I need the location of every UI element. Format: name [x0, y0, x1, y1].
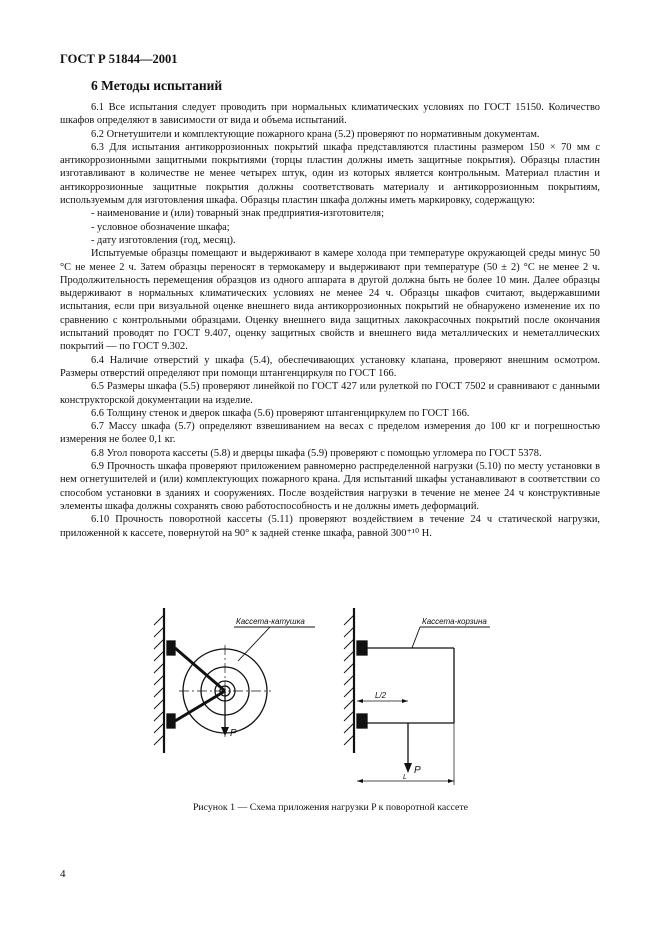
load-label-left: P [230, 728, 237, 739]
paragraph-6-1: 6.1 Все испытания следует проводить при нормальных климатических условиях по ГОСТ 15150. Количество шкафов определяют в зависимости от вида и объема испытаний. [60, 102, 600, 127]
paragraph-6-5: 6.5 Размеры шкафа (5.5) проверяют линейкой по ГОСТ 427 или рулеткой по ГОСТ 7502 и сравнивают с данными конструкторской документации на изделие. [60, 381, 600, 406]
paragraph-6-4: 6.4 Наличие отверстий у шкафа (5.4), обеспечивающих установку клапана, проверяют внешним осмотром. Размеры отверстий определяют при помощи штангенциркуля по ГОСТ 166. [60, 354, 600, 379]
length-label: L [403, 774, 407, 781]
paragraph-6-10: 6.10 Прочность поворотной кассеты (5.11) проверяют воздействием в течение 24 ч статической нагрузки, приложенной к кассете, повернутой на 90° к задней стенке шкафа, равной 300⁺¹⁰ Н. [60, 514, 600, 539]
marking-list-item: - дату изготовления (год, месяц). [91, 234, 236, 246]
standard-code-header: ГОСТ Р 51844—2001 [60, 52, 178, 66]
paragraph-6-2: 6.2 Огнетушители и комплектующие пожарного крана (5.2) проверяют по нормативным документам. [91, 128, 540, 140]
page-number: 4 [60, 868, 66, 880]
paragraph-6-6: 6.6 Толщину стенок и дверок шкафа (5.6) проверяют штангенциркулем по ГОСТ 166. [91, 407, 470, 419]
load-label-right: P [414, 765, 421, 776]
right-label: Кассета-корзина [422, 617, 487, 626]
load-scheme-figure [150, 603, 550, 788]
left-label: Кассета-катушка [236, 617, 305, 626]
marking-list-item: - условное обозначение шкафа; [91, 221, 230, 233]
half-length-label: L/2 [375, 691, 387, 700]
paragraph-6-8: 6.8 Угол поворота кассеты (5.8) и дверцы шкафа (5.9) проверяют с помощью угломера по ГОСТ 5378. [91, 447, 542, 459]
paragraph-6-9: 6.9 Прочность шкафа проверяют приложением равномерно распределенной нагрузки (5.10) по месту установки в нем огнетушителей и (или) комплектующих пожарного крана. Для испытаний шкафы устанавливают в соответствии со способом установки в зданиях и сооружениях. После воздействия нагрузки в течение не менее 24 ч конструктивные элементы шкафа должны сохранять свою работоспособность и не должны иметь деформаций. [60, 461, 600, 512]
paragraph-6-7: 6.7 Массу шкафа (5.7) определяют взвешиванием на весах с пределом измерения до 100 кг и погрешностью измерения не более 0,1 кг. [60, 421, 600, 446]
paragraph-6-3: 6.3 Для испытания антикоррозионных покрытий шкафа представляются пластины размером 150 × 70 мм с антикоррозионными защитными покрытиями (торцы пластин должны иметь защитные покрытия). Образцы пластин изготавливают в количестве не менее четырех штук, один из которых является контрольным. Материал пластин и антикоррозионные защитные покрытия должны соответствовать материалу и антикоррозионным покрытиям, используемым для изготовления шкафа. Образцы пластин шкафа должны иметь маркировку, содержащую: [60, 141, 600, 207]
paragraph-test-procedure: Испытуемые образцы помещают и выдерживают в камере холода при температуре окружающей среды минус 50 °С не менее 2 ч. Затем образцы переносят в термокамеру и выдерживают при температуре (50 ± 2) °С не менее 2 ч. Продолжительность перемещения образцов из одного аппарата в другой должна быть не более 10 мин. Далее образцы выдерживают в нормальных климатических условиях не менее 24 ч. Образцы шкафов считают, выдержавшими испытания, если при визуальной оценке внешнего вида антикоррозионных покрытий не обнаружено изменение их по сравнению с контрольными образцами. Оценку внешнего вида защитных лакокрасочных покрытий после окончания испытаний проводят по ГОСТ 9.407, оценку защитных свойств и внешнего вида металлических и неметаллических покрытий — по ГОСТ 9.302. [60, 248, 600, 353]
body-text [60, 101, 600, 540]
figure-caption: Рисунок 1 — Схема приложения нагрузки P к поворотной кассете [192, 802, 469, 813]
marking-list-item: - наименование и (или) товарный знак предприятия-изготовителя; [91, 208, 384, 220]
section-title: 6 Методы испытаний [91, 78, 223, 93]
